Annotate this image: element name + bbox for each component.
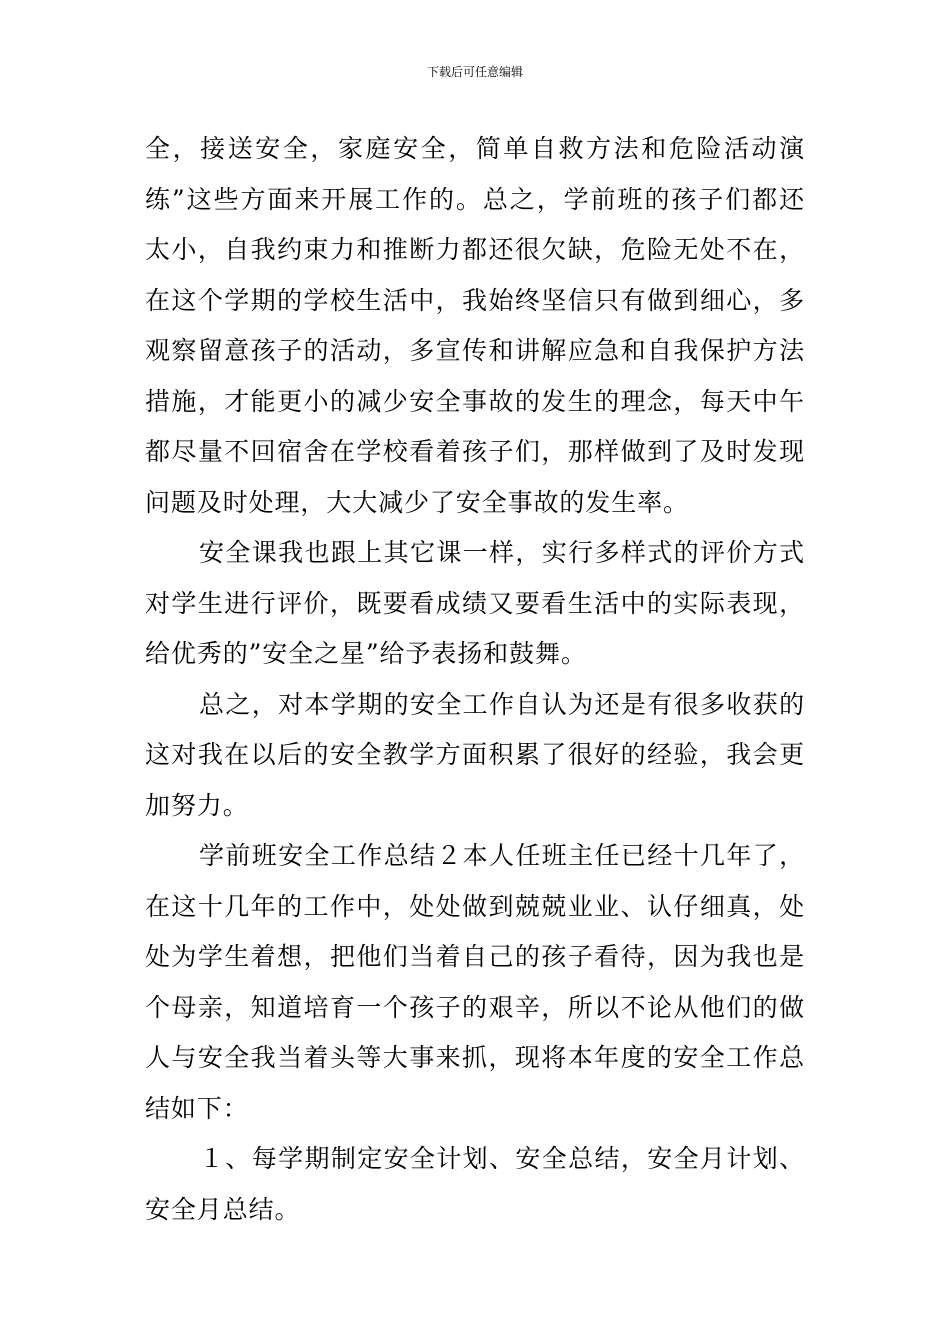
paragraph-5: １、每学期制定安全计划、安全总结，安全月计划、安全月总结。 (145, 1144, 805, 1224)
paragraph-4: 学前班安全工作总结２本人任班主任已经十几年了，在这十几年的工作中，处处做到兢兢业业、认仔细真，处处为学生着想，把他们当着自己的孩子看待，因为我也是个母亲，知道培育一个孩子的艰辛，所以不论从他们的做人与安全我当着头等大事来抓，现将本年度的安全工作总结如下： (145, 841, 805, 1123)
page-header: 下载后可任意编辑 (426, 65, 523, 79)
paragraph-3: 总之，对本学期的安全工作自认为还是有很多收获的这对我在以后的安全教学方面积累了很好的经验，我会更加努力。 (145, 689, 805, 820)
paragraph-1: 全，接送安全，家庭安全，简单自救方法和危险活动演练”这些方面来开展工作的。总之，学前班的孩子们都还太小，自我约束力和推断力都还很欠缺，危险无处不在，在这个学期的学校生活中，我始终坚信只有做到细心，多观察留意孩子的活动，多宣传和讲解应急和自我保护方法措施，才能更小的减少安全事故的发生的理念，每天中午都尽量不回宿舍在学校看着孩子们，那样做到了及时发现问题及时处理，大大减少了安全事故的发生率。 (145, 134, 805, 517)
paragraph-2: 安全课我也跟上其它课一样，实行多样式的评价方式对学生进行评价，既要看成绩又要看生活中的实际表现，给优秀的”安全之星”给予表扬和鼓舞。 (145, 538, 805, 668)
document-body (145, 124, 805, 1235)
